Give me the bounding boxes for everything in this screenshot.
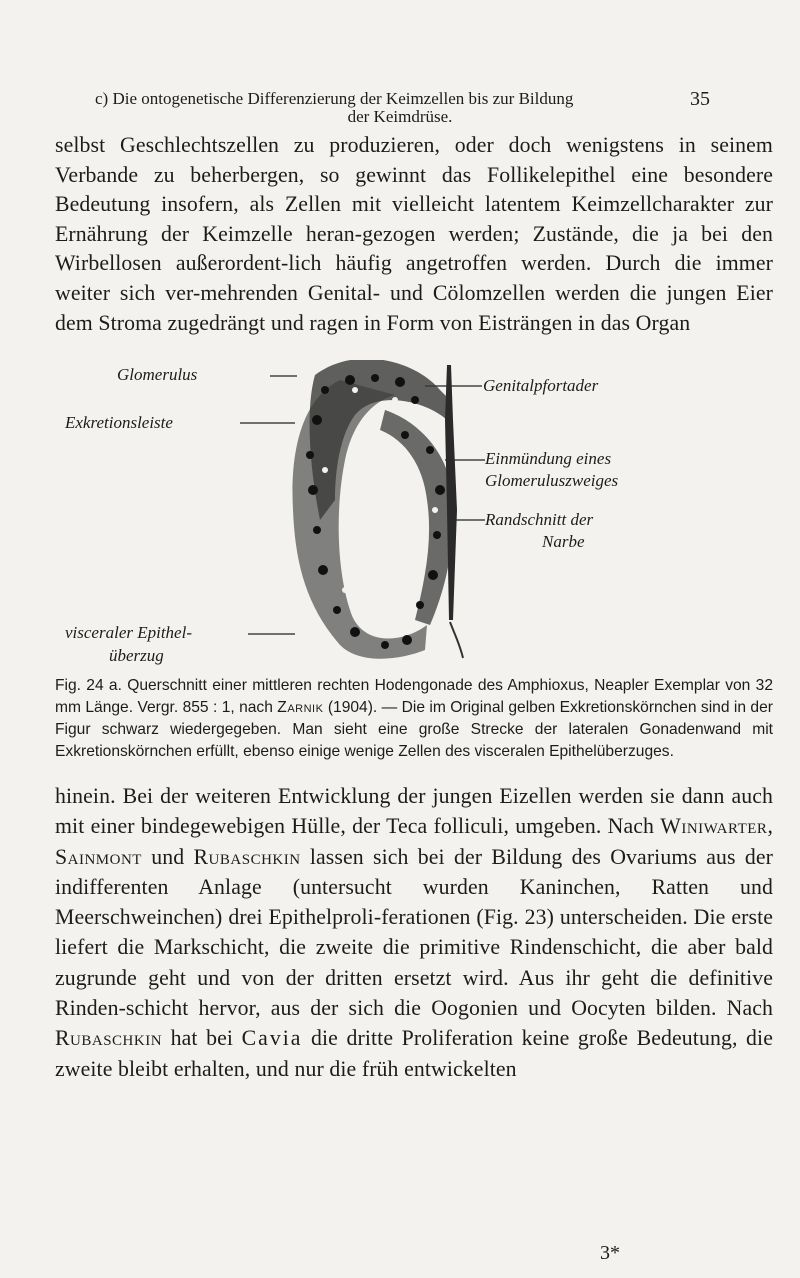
label-einmuendung-2: Glomeruluszweiges bbox=[485, 471, 619, 490]
caption-author: Zarnik bbox=[277, 699, 324, 716]
label-glomerulus: Glomerulus bbox=[117, 365, 198, 384]
p2-text-a: hinein. Bei der weiteren Entwicklung der jungen Eizellen werden sie dann auch mit einer bindegewebigen Hülle, der Teca folliculi, umgeben. Nach bbox=[55, 784, 773, 839]
signature-mark: 3* bbox=[600, 1242, 620, 1264]
label-randschnitt-2: Narbe bbox=[542, 532, 585, 551]
gonad-cross-section-illustration bbox=[55, 360, 773, 660]
label-exkretionsleiste: Exkretionsleiste bbox=[65, 413, 173, 432]
paragraph-2 bbox=[55, 781, 773, 1084]
label-randschnitt-1: Randschnitt der bbox=[485, 510, 594, 529]
p2-author-3: Rubaschkin bbox=[193, 844, 301, 869]
p2-text-b: , bbox=[767, 814, 773, 839]
running-subhead: der Keimdrüse. bbox=[347, 107, 453, 126]
p2-text-d: lassen sich bei der Bildung des Ovariums aus der indifferenten Anlage (untersucht wurden Kaninchen, Ratten und Meerschweinchen) drei Epithelproli-ferationen (Fig. 23) unterscheiden. Die erste liefert die Markschicht, die zweite die primitive Rindenschicht, die aber bald zugrunde geht und von der dritten ersetzt wird. Aus ihr geht die definitive Rinden-schicht hervor, aus der sich die Oogonien und Oocyten bilden. Nach bbox=[55, 844, 773, 1021]
p2-text-e: hat bei bbox=[170, 1026, 234, 1051]
caption-part-1: Fig. 24 a. Querschnitt einer mittleren rechten Hodengonade des Amphioxus, Neapler Exemplar von 32 mm Länge. Vergr. 855 : 1, nach bbox=[55, 677, 773, 716]
paragraph-1: selbst Geschlechtszellen zu produzieren, oder doch wenigstens in seinem Verbande zu beherbergen, so gewinnt das Follikelepithel eine besondere Bedeutung insofern, als Zellen mit vielleicht latentem Keimzellcharakter zur Ernährung der Keimzelle heran-gezogen werden; Zustände, die ja bei den Wirbellosen außerordent-lich häufig angetroffen werden. Durch die immer weiter sich ver-mehrenden Genital- und Cölomzellen werden die jungen Eier dem Stroma zugedrängt und ragen in Form von Eisträngen in das Organ bbox=[55, 133, 773, 335]
p2-author-1: Winiwarter bbox=[660, 814, 768, 839]
caption-part-2: (1904). — Die im Original gelben Exkretionskörnchen sind in der Figur schwarz wiedergegeben. Man sieht eine große Strecke der lateralen Gonadenwand mit Exkretionskörnchen erfüllt, ebenso einige wenige Zellen des visceralen Epithelüberzuges. bbox=[55, 699, 773, 760]
label-visceral-epithel-1: visceraler Epithel- bbox=[65, 623, 192, 642]
p2-author-4: Rubaschkin bbox=[55, 1026, 163, 1051]
figure-caption bbox=[55, 675, 773, 763]
running-head-text: c) Die ontogenetische Differenzierung der Keimzellen bis zur Bildung bbox=[95, 89, 574, 108]
label-einmuendung-1: Einmündung eines bbox=[485, 449, 612, 468]
p2-text-c: und bbox=[151, 844, 185, 869]
label-visceral-epithel-2: überzug bbox=[109, 646, 164, 665]
p2-text-f: die dritte Proliferation keine große Bedeutung, die zweite bleibt erhalten, und nur die früh entwickelten bbox=[55, 1026, 773, 1081]
page-number: 35 bbox=[690, 88, 710, 110]
label-genitalpfortader: Genitalpfortader bbox=[483, 376, 599, 395]
p2-spaced-word: Cavia bbox=[241, 1026, 303, 1051]
p2-author-2: Sainmont bbox=[55, 844, 142, 869]
figure-24a bbox=[55, 360, 773, 665]
